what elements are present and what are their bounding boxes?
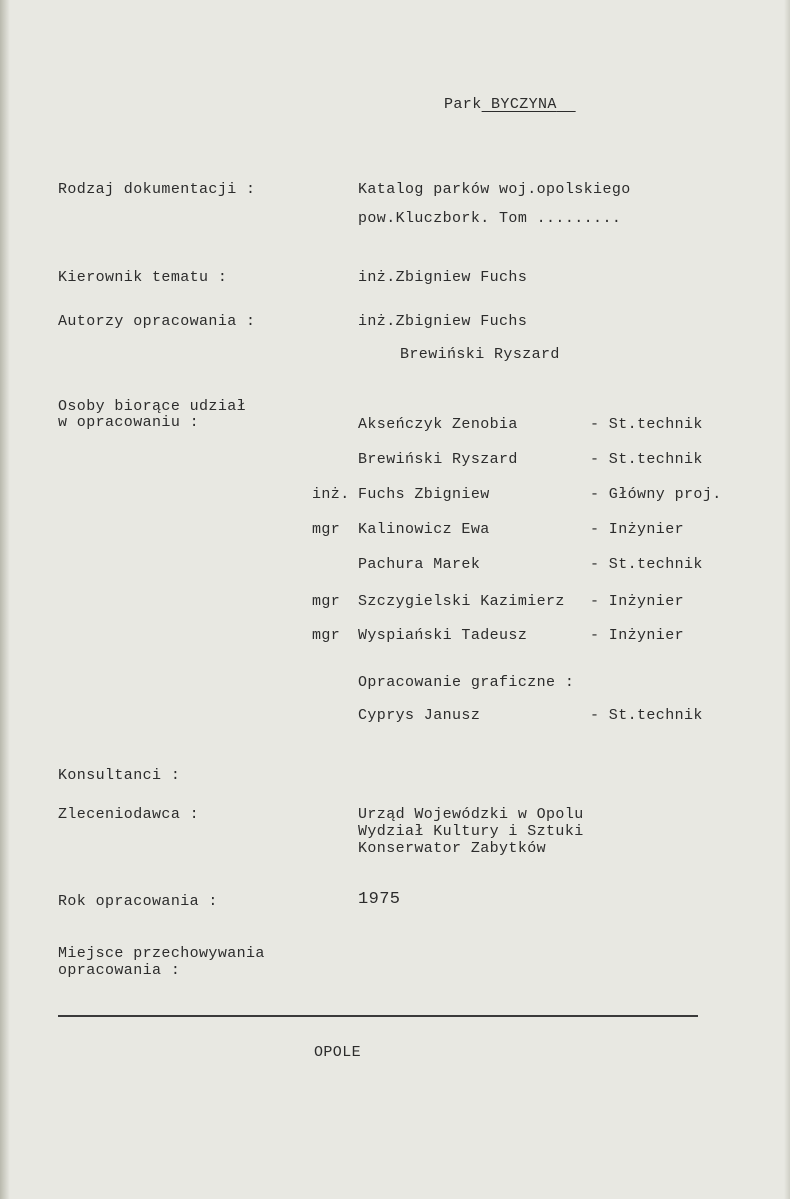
manager-label: Kierownik tematu : <box>58 269 228 286</box>
doc-type-value-line1: Katalog parków woj.opolskiego <box>358 181 631 198</box>
person-name: Pachura Marek <box>358 556 481 573</box>
page-title <box>444 96 576 113</box>
title-name: BYCZYNA <box>491 96 557 113</box>
person-name: Fuchs Zbigniew <box>358 486 490 503</box>
participants-label-line1: Osoby biorące udział <box>58 398 247 415</box>
year-value: 1975 <box>358 890 401 909</box>
person-role: - St.technik <box>590 416 703 433</box>
person-title: mgr <box>312 593 341 610</box>
person-role: - St.technik <box>590 451 703 468</box>
person-role: - St.technik <box>590 707 703 724</box>
person-title: inż. <box>312 486 350 503</box>
person-title: mgr <box>312 627 341 644</box>
person-name: Szczygielski Kazimierz <box>358 593 565 610</box>
person-name: Wyspiański Tadeusz <box>358 627 528 644</box>
footer-city: OPOLE <box>314 1044 362 1061</box>
page-edge-shadow-right <box>784 0 790 1199</box>
client-line1: Urząd Wojewódzki w Opolu <box>358 806 584 823</box>
person-role: - Inżynier <box>590 593 685 610</box>
title-prefix: Park <box>444 96 482 113</box>
consultants-label: Konsultanci : <box>58 767 181 784</box>
client-label: Zleceniodawca : <box>58 806 200 823</box>
person-title: mgr <box>312 521 341 538</box>
person-role: - Inżynier <box>590 521 685 538</box>
client-line2: Wydział Kultury i Sztuki <box>358 823 584 840</box>
person-name: Akseńczyk Zenobia <box>358 416 518 433</box>
graphic-label: Opracowanie graficzne : <box>358 674 575 691</box>
year-label: Rok opracowania : <box>58 893 218 910</box>
person-name: Cyprys Janusz <box>358 707 481 724</box>
storage-label-line2: opracowania : <box>58 962 181 979</box>
person-role: - Inżynier <box>590 627 685 644</box>
page-edge-shadow <box>0 0 10 1199</box>
manager-value: inż.Zbigniew Fuchs <box>358 269 528 286</box>
client-line3: Konserwator Zabytków <box>358 840 547 857</box>
doc-type-label: Rodzaj dokumentacji : <box>58 181 256 198</box>
storage-label-line1: Miejsce przechowywania <box>58 945 265 962</box>
doc-type-value-line2: pow.Kluczbork. Tom ......... <box>358 210 622 227</box>
authors-label: Autorzy opracowania : <box>58 313 256 330</box>
person-name: Brewiński Ryszard <box>358 451 518 468</box>
authors-value-2: Brewiński Ryszard <box>400 346 560 363</box>
footer-divider <box>58 1015 698 1017</box>
authors-value-1: inż.Zbigniew Fuchs <box>358 313 528 330</box>
participants-label-line2: w opracowaniu : <box>58 414 200 431</box>
person-role: - Główny proj. <box>590 486 722 503</box>
person-name: Kalinowicz Ewa <box>358 521 490 538</box>
person-role: - St.technik <box>590 556 703 573</box>
